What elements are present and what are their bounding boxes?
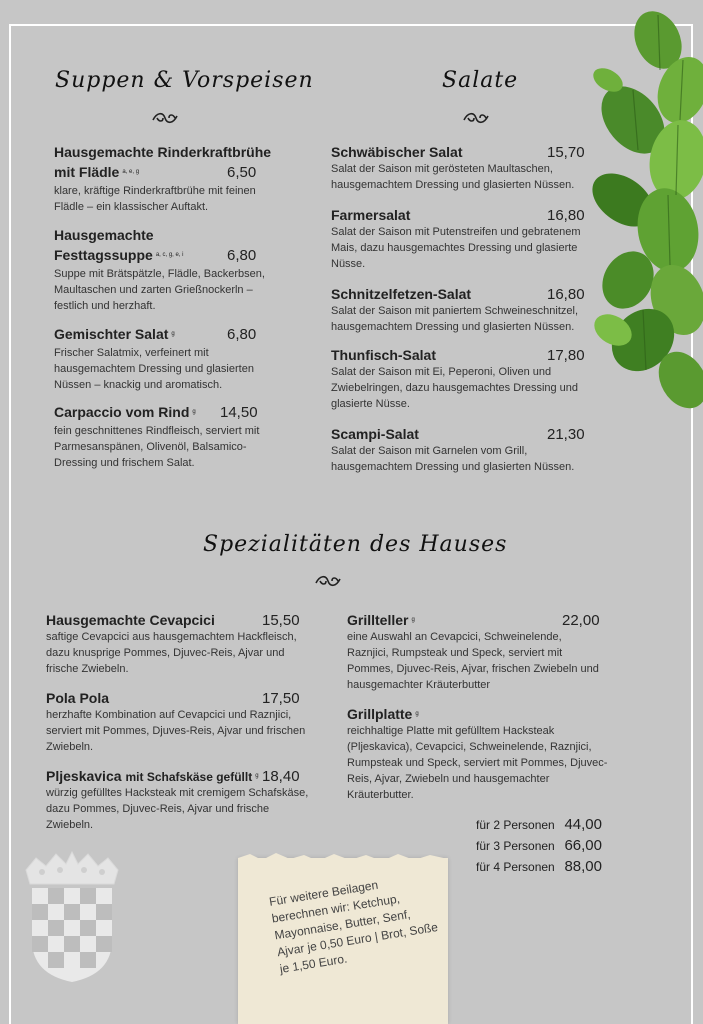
item-name: Festtagssuppe bbox=[54, 247, 153, 263]
item-additives: g bbox=[415, 711, 419, 717]
item-additives: a, c, g, e, i bbox=[155, 252, 184, 258]
croatian-crest-icon bbox=[22, 850, 122, 984]
item-name: Thunfisch-Salat bbox=[331, 347, 437, 363]
special-item bbox=[347, 612, 605, 693]
item-name: Grillplatte bbox=[347, 706, 413, 722]
flourish-icon bbox=[462, 110, 492, 126]
special-item bbox=[347, 706, 609, 803]
salad-item bbox=[331, 347, 596, 412]
item-price: 14,50 bbox=[220, 404, 258, 421]
item-price: 6,50 bbox=[227, 164, 257, 181]
salad-item bbox=[331, 426, 596, 475]
starter-item bbox=[54, 227, 284, 314]
item-price: 17,50 bbox=[262, 690, 300, 707]
item-name: Gemischter Salat bbox=[54, 326, 169, 342]
item-price: 18,40 bbox=[262, 768, 300, 785]
item-description: fein geschnittenes Rindfleisch, serviert mit Parmesanspänen, Olivenöl, Balsamico-Dressing und frischem Salat. bbox=[54, 425, 260, 469]
note-text: Für weitere Beilagen berechnen wir: Ketchup, Mayonnaise, Butter, Senf, Ajvar je 0,50 Euro | Brot, Soße je 1,50 Euro. bbox=[268, 877, 439, 976]
item-name: Schwäbischer Salat bbox=[331, 144, 463, 160]
item-additives: g bbox=[192, 409, 196, 415]
item-additives: g bbox=[255, 773, 259, 779]
item-price: 16,80 bbox=[547, 207, 585, 224]
item-description: Salat der Saison mit Garnelen vom Grill, hausgemachtem Dressing und glasierten Nüssen. bbox=[331, 445, 575, 473]
item-name: Schnitzelfetzen-Salat bbox=[331, 286, 472, 302]
item-description: Salat der Saison mit Putenstreifen und gebratenem Mais, dazu hausgemachtes Dressing und glasierte Nüsse. bbox=[331, 226, 581, 270]
item-name: Pola Pola bbox=[46, 690, 110, 706]
item-description: Suppe mit Brätspätzle, Flädle, Backerbsen, Maultaschen und zarten Grießnockerln – festlich und herzhaft. bbox=[54, 268, 265, 312]
item-price: 16,80 bbox=[547, 286, 585, 303]
item-description: reichhaltige Platte mit gefülltem Hacksteak (Pljeskavica), Cevapcici, Schweinelende, Raznjici, Rumpsteak und Speck, serviert mit Pommes, Djuvec-Reis, Ajvar, Zwiebeln und hausgemachter Kräuterbutter. bbox=[347, 725, 608, 801]
special-item bbox=[46, 690, 314, 755]
salads-title: Salate bbox=[442, 68, 519, 93]
salad-item bbox=[331, 286, 596, 335]
item-description: würzig gefülltes Hacksteak mit cremigem Schafskäse, dazu Pommes, Djuvec-Reis, Ajvar und frische Zwiebeln. bbox=[46, 787, 309, 831]
salad-item bbox=[331, 144, 596, 193]
torn-edge bbox=[238, 852, 448, 866]
item-name: Carpaccio vom Rind bbox=[54, 404, 190, 420]
item-name: mit Flädle bbox=[54, 164, 120, 180]
item-name: Hausgemachte Rinderkraftbrühe bbox=[54, 144, 272, 160]
item-subtitle: mit Schafskäse gefüllt bbox=[125, 770, 253, 784]
starter-item bbox=[54, 326, 284, 393]
item-name: Pljeskavica bbox=[46, 768, 122, 784]
platter-price-row bbox=[476, 816, 602, 837]
item-description: eine Auswahl an Cevapcici, Schweinelende, Raznjici, Rumpsteak und Speck, serviert mit Pommes, Djuvec-Reis, Ajvar, frischen Zwiebeln und hausgemachter Kräuterbutter bbox=[347, 631, 599, 691]
item-name: Scampi-Salat bbox=[331, 426, 419, 442]
starter-item bbox=[54, 144, 274, 215]
item-name: Hausgemachte Cevapcici bbox=[46, 612, 215, 628]
item-description: Frischer Salatmix, verfeinert mit hausgemachtem Dressing und glasierten Nüssen – knackig und aromatisch. bbox=[54, 347, 254, 391]
side-dishes-note bbox=[238, 858, 448, 1024]
item-additives: g bbox=[411, 617, 415, 623]
item-name: Hausgemachte bbox=[54, 227, 154, 243]
item-price: 6,80 bbox=[227, 326, 257, 343]
starters-title: Suppen & Vorspeisen bbox=[55, 68, 314, 93]
herbs-image bbox=[588, 0, 703, 420]
persons-price: 44,00 bbox=[564, 816, 602, 833]
item-price: 6,80 bbox=[227, 247, 257, 264]
flourish-icon bbox=[151, 110, 181, 126]
item-price: 17,80 bbox=[547, 347, 585, 364]
starter-item bbox=[54, 404, 284, 471]
item-description: saftige Cevapcici aus hausgemachtem Hackfleisch, dazu knusprige Pommes, Djuvec-Reis, Ajvar und frische Zwiebeln. bbox=[46, 631, 297, 675]
item-price: 21,30 bbox=[547, 426, 585, 443]
item-price: 15,50 bbox=[262, 612, 300, 629]
item-price: 22,00 bbox=[562, 612, 600, 629]
platter-price-row bbox=[476, 837, 602, 858]
item-name: Grillteller bbox=[347, 612, 409, 628]
item-name: Farmersalat bbox=[331, 207, 411, 223]
item-additives: a, e, g bbox=[122, 169, 140, 175]
item-description: Salat der Saison mit paniertem Schweineschnitzel, hausgemachtem Dressing und glasierten Nüssen. bbox=[331, 305, 579, 333]
persons-price: 66,00 bbox=[564, 837, 602, 854]
persons-label: für 2 Personen bbox=[476, 818, 555, 832]
persons-price: 88,00 bbox=[564, 858, 602, 875]
platter-price-row bbox=[476, 858, 602, 879]
specials-title: Spezialitäten des Hauses bbox=[203, 532, 508, 557]
persons-label: für 4 Personen bbox=[476, 860, 555, 874]
flourish-icon bbox=[314, 573, 344, 589]
item-description: klare, kräftige Rinderkraftbrühe mit feinen Flädle – ein klassischer Auftakt. bbox=[54, 185, 256, 213]
item-additives: g bbox=[171, 331, 175, 337]
item-description: Salat der Saison mit Ei, Peperoni, Oliven und Zwiebelringen, dazu hausgemachtes Dressing und glasierte Nüsse. bbox=[331, 366, 579, 410]
item-price: 15,70 bbox=[547, 144, 585, 161]
item-description: Salat der Saison mit gerösteten Maultaschen, hausgemachtem Dressing und glasierten Nüssen. bbox=[331, 163, 575, 191]
persons-label: für 3 Personen bbox=[476, 839, 555, 853]
special-item bbox=[46, 768, 314, 833]
item-description: herzhafte Kombination auf Cevapcici und Raznjici, serviert mit Pommes, Djuves-Reis, Ajvar und frischen Zwiebeln. bbox=[46, 709, 306, 753]
platter-prices bbox=[476, 816, 602, 879]
special-item bbox=[46, 612, 314, 677]
salad-item bbox=[331, 207, 596, 272]
